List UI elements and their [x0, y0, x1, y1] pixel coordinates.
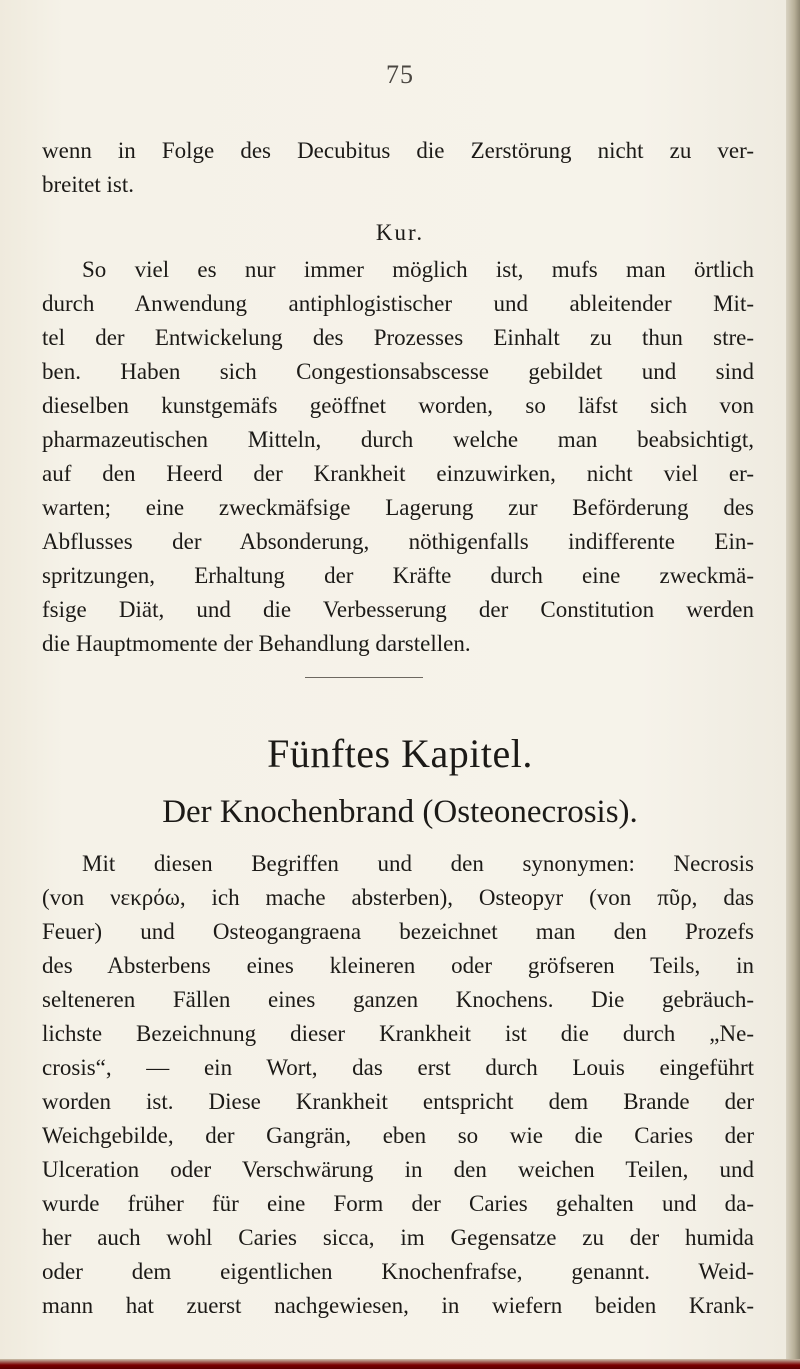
text-line: wenn in Folge des Decubitus die Zerstörung nicht zu ver- — [42, 138, 754, 163]
text-line: dieselben kunstgemäfs geöffnet worden, so läfst sich von — [42, 393, 754, 418]
text-line: auf den Heerd der Krankheit einzuwirken, nicht viel er- — [42, 461, 754, 486]
chapter-paragraph — [42, 847, 754, 1323]
text-line: Abflusses der Absonderung, nöthigenfalls indifferente Ein- — [42, 529, 754, 554]
text-line: oder dem eigentlichen Knochenfrafse, genannt. Weid- — [42, 1259, 754, 1284]
text-line: Weichgebilde, der Gangrän, eben so wie die Caries der — [42, 1123, 754, 1148]
page-number: 75 — [386, 60, 414, 89]
section-heading-kur: Kur. — [375, 220, 425, 245]
page-edge-right — [786, 0, 800, 1369]
text-line: lichste Bezeichnung dieser Krankheit ist die durch „Ne- — [42, 1021, 754, 1046]
text-line: pharmazeutischen Mitteln, durch welche man beabsichtigt, — [42, 427, 754, 452]
text-line: her auch wohl Caries sicca, im Gegensatze zu der humida — [42, 1225, 754, 1250]
text-line: breitet ist. — [42, 172, 134, 197]
page-edge-bottom — [0, 1359, 800, 1369]
text-line: spritzungen, Erhaltung der Kräfte durch eine zweckmä- — [42, 563, 754, 588]
text-line: So viel es nur immer möglich ist, mufs man örtlich — [82, 257, 754, 282]
text-line: (von νεκρόω, ich mache absterben), Osteopyr (von πῦρ, das — [42, 885, 754, 910]
text-line: ben. Haben sich Congestionsabscesse gebildet und sind — [42, 359, 754, 384]
text-line: mann hat zuerst nachgewiesen, in wiefern beiden Krank- — [42, 1293, 754, 1318]
text-line: Feuer) und Osteogangraena bezeichnet man den Prozefs — [42, 919, 754, 944]
text-line: worden ist. Diese Krankheit entspricht dem Brande der — [42, 1089, 754, 1114]
text-line: die Hauptmomente der Behandlung darstellen. — [42, 631, 471, 656]
chapter-subtitle: Der Knochenbrand (Osteonecrosis). — [162, 794, 638, 830]
text-line: durch Anwendung antiphlogistischer und ableitender Mit- — [42, 291, 754, 316]
text-line: warten; eine zweckmäfsige Lagerung zur Beförderung des — [42, 495, 754, 520]
text-line: selteneren Fällen eines ganzen Knochens. Die gebräuch- — [42, 987, 754, 1012]
text-line: crosis“, — ein Wort, das erst durch Louis eingeführt — [42, 1055, 754, 1080]
text-line: des Absterbens eines kleineren oder gröfseren Teils, in — [42, 953, 754, 978]
text-line: Ulceration oder Verschwärung in den weichen Teilen, und — [42, 1157, 754, 1182]
intro-paragraph — [42, 134, 754, 202]
section-divider — [305, 677, 423, 678]
text-line: Mit diesen Begriffen und den synonymen: Necrosis — [82, 851, 754, 876]
kur-paragraph — [42, 253, 754, 661]
chapter-title: Fünftes Kapitel. — [267, 731, 533, 776]
text-line: fsige Diät, und die Verbesserung der Constitution werden — [42, 597, 754, 622]
text-line: wurde früher für eine Form der Caries gehalten und da- — [42, 1191, 754, 1216]
text-line: tel der Entwickelung des Prozesses Einhalt zu thun stre- — [42, 325, 754, 350]
